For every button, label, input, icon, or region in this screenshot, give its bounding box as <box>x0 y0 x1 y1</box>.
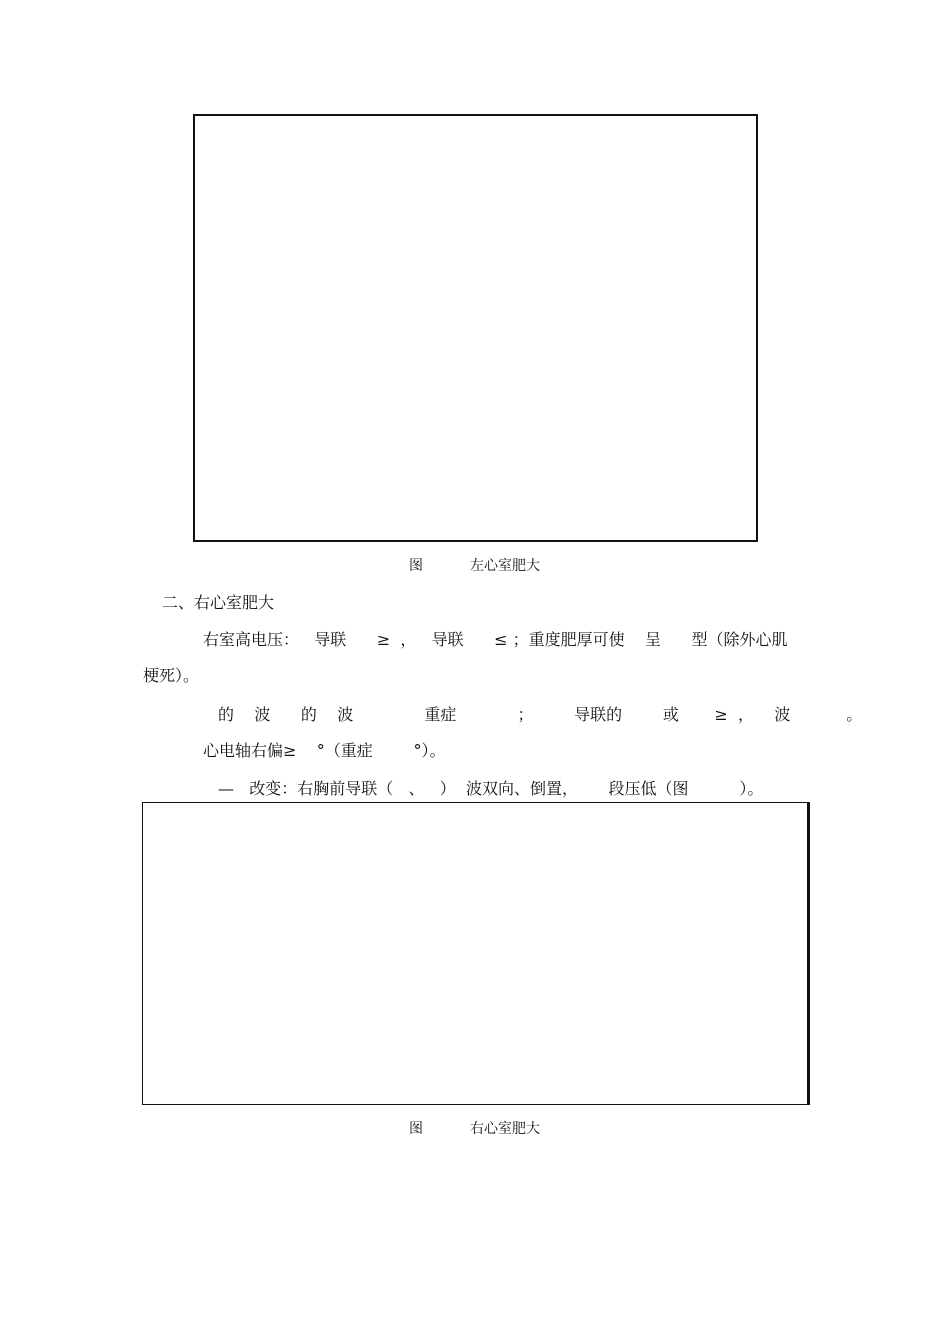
figure2-caption-title: 右心室肥大 <box>470 1121 540 1137</box>
paragraph-line-2: 梗死）。 <box>143 666 200 685</box>
paragraph-line-3: 的 波 的 波 重症 ； 导联的 或 ≥ ， 波 。 <box>218 705 863 724</box>
paragraph-line-5: — 改变：右胸前导联（ 、 ） 波双向、倒置， 段压低（图 ）。 <box>218 779 764 798</box>
paragraph-line-1: 右室高电压： 导联 ≥ ， 导联 ≤ ；重度肥厚可使 呈 型（除外心肌 <box>203 630 788 649</box>
figure-left-ventricular-hypertrophy <box>193 114 758 542</box>
paragraph-line-4: 心电轴右偏≥ °（重症 °）。 <box>203 741 446 760</box>
figure2-caption-prefix: 图 <box>409 1121 423 1137</box>
figure1-caption-prefix: 图 <box>409 558 423 574</box>
figure1-caption-title: 左心室肥大 <box>470 558 540 574</box>
section-heading: 二、右心室肥大 <box>162 593 275 612</box>
figure-right-ventricular-hypertrophy <box>142 802 808 1105</box>
